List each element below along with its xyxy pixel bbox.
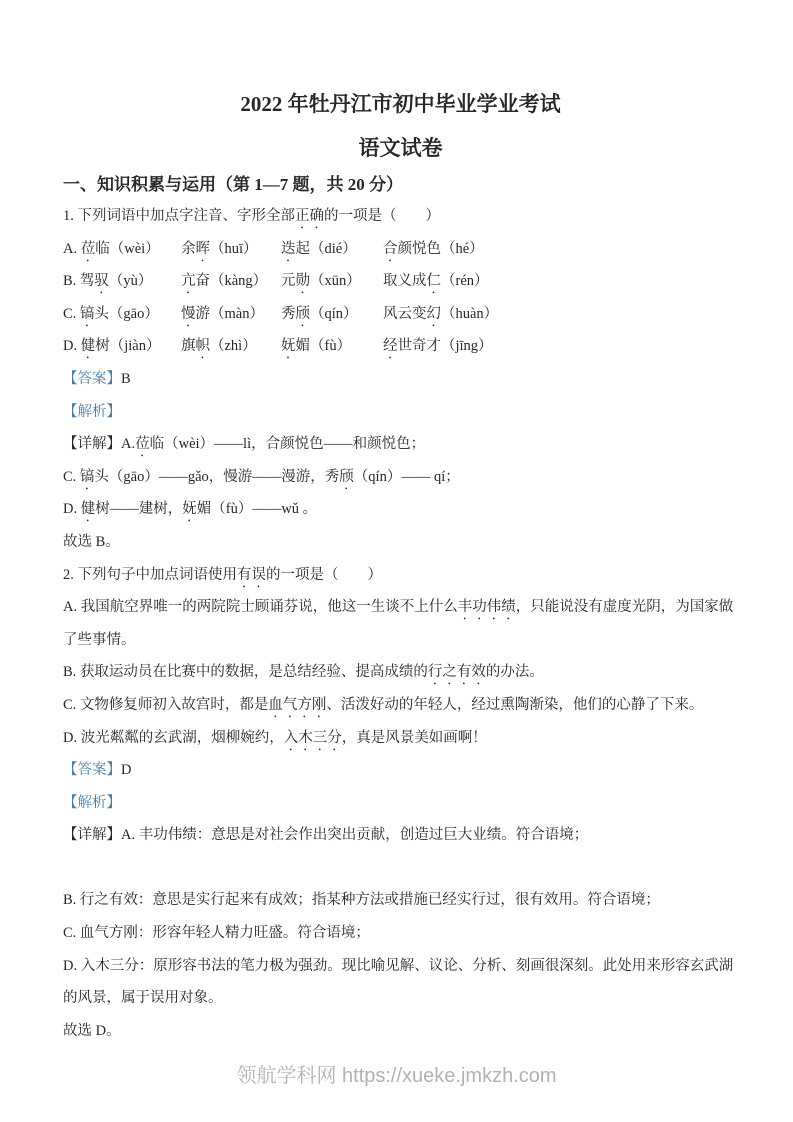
text-segment: 秀 (281, 305, 296, 322)
text-segment: 亢 (181, 273, 196, 290)
text-segment: 头（gāo） (94, 305, 159, 322)
text-segment: 妩 (182, 501, 197, 518)
text-segment: B. 获取运动员在比赛中的数据，是总结经验、提高成绩的 (63, 664, 428, 681)
text-segment: 慢 (181, 305, 196, 322)
text-segment: 颀 (295, 305, 310, 322)
text-segment: 镐 (79, 468, 95, 485)
q2-detail-c (63, 917, 738, 950)
text-segment: 镐 (79, 305, 95, 322)
text-segment: 颜悦色（hé） (397, 240, 484, 257)
option-cell (63, 233, 181, 266)
text-segment: B (121, 370, 131, 387)
q1-option-row-b (63, 265, 738, 298)
text-segment: 元 (281, 273, 296, 290)
text-segment: 游（màn） (195, 305, 264, 322)
option-cell (181, 233, 281, 266)
option-cell (281, 265, 383, 298)
option-cell (63, 298, 181, 331)
text-segment: C. 血气方刚：形容年轻人精力旺盛。符合语境； (63, 925, 370, 942)
section-heading: 一、知识积累与运用（第 1—7 题，共 20 分） (63, 175, 403, 194)
text-segment: 有误 (237, 566, 266, 583)
text-segment: 世奇才（jīng） (397, 338, 493, 355)
text-segment: 树（jiàn） (95, 338, 161, 355)
text-segment: ，真是风景美如画啊！ (341, 729, 487, 746)
text-segment: （rén） (441, 273, 489, 290)
text-segment: A. (63, 240, 81, 257)
text-segment: C. (63, 305, 80, 322)
text-segment: 幻 (426, 305, 441, 322)
text-segment: 余 (181, 240, 196, 257)
text-segment: 、活泼好动的年轻人，经过熏陶渐染，他们的心静了下来。 (326, 696, 704, 713)
text-segment: D. (63, 338, 81, 355)
text-segment: 旗 (181, 338, 196, 355)
q2-option-b (63, 656, 738, 689)
text-segment: （qín）—— qí； (353, 468, 460, 485)
text-segment: 临（wèi）——lì，合颜悦色——和颜悦色； (149, 436, 426, 453)
q1-conclusion (63, 526, 738, 559)
text-segment: 合 (383, 240, 398, 257)
q2-option-d (63, 722, 738, 755)
text-segment: 丰功伟绩 (457, 599, 516, 616)
q2-stem (63, 559, 738, 592)
text-segment: 妩 (281, 338, 296, 355)
option-cell (181, 298, 281, 331)
text-segment: D. 入木三分：原形容书法的笔力极为强劲。现比喻见解、议论、分析、刻画很深刻。此处用来形容玄武湖的风景，属于误用对象。 (63, 957, 734, 1007)
text-segment: （xūn） (310, 273, 361, 290)
q2-analysis-line (63, 787, 738, 820)
text-segment: 血气方刚 (268, 696, 327, 713)
option-cell (281, 330, 383, 363)
text-segment: 【答案】 (63, 370, 121, 387)
text-segment: 勋 (295, 273, 310, 290)
text-segment: 入木三分 (283, 729, 342, 746)
text-segment: 行之有效 (427, 664, 486, 681)
blank-line-spacer (63, 852, 738, 885)
watermark-text: 领航学科网 https://xueke.jmkzh.com (236, 1065, 557, 1087)
option-cell (383, 330, 738, 363)
option-cell (383, 298, 738, 331)
q2-answer-line (63, 754, 738, 787)
text-segment: D. 波光粼粼的玄武湖，烟柳婉约， (63, 729, 284, 746)
option-cell (63, 330, 181, 363)
text-segment: 2. 下列句子中加点词语使用 (63, 566, 237, 583)
option-cell (63, 265, 181, 298)
text-segment: 的办法。 (485, 664, 544, 681)
text-segment: 【解析】 (63, 403, 121, 420)
q1-detail-a (63, 428, 738, 461)
text-segment: 的一项是（ ） (324, 208, 440, 224)
text-segment: 头（gāo）——gǎo，慢游——漫游，秀 (94, 468, 340, 485)
q1-detail-c (63, 461, 738, 494)
text-segment: 健 (80, 501, 96, 518)
page-title: 2022 年牡丹江市初中毕业学业考试 (240, 92, 561, 116)
text-segment: B. 行之有效：意思是实行起来有成效；指某种方法或措施已经实行过，很有效用。符合语境； (63, 892, 660, 909)
text-segment: （huàn） (441, 305, 499, 322)
text-segment: 莅 (135, 436, 150, 453)
text-segment: 【答案】 (63, 762, 121, 779)
text-segment: （yù） (108, 273, 153, 290)
text-segment: C. (63, 468, 80, 485)
q2-option-c (63, 689, 738, 722)
option-cell (383, 233, 738, 266)
text-segment: B. 驾 (63, 273, 95, 290)
text-segment: 起（dié） (295, 240, 357, 257)
text-segment: 驭 (94, 273, 109, 290)
text-segment: 媚（fù）——wǔ 。 (196, 501, 318, 518)
text-segment: （zhì） (210, 338, 257, 355)
text-segment: （qín） (310, 305, 358, 322)
q2-conclusion (63, 1015, 738, 1048)
q2-detail-a (63, 819, 738, 852)
q1-option-row-d (63, 330, 738, 363)
text-segment: 经 (383, 338, 398, 355)
text-segment: 取义成 (383, 273, 427, 290)
text-segment: （huī） (210, 240, 258, 257)
q1-answer-line (63, 363, 738, 396)
text-segment: 的一项是（ ） (266, 566, 382, 583)
document-body (63, 200, 738, 1047)
option-cell (281, 233, 383, 266)
text-segment: 树——建树， (95, 501, 183, 518)
option-cell (181, 265, 281, 298)
q2-option-a (63, 591, 738, 656)
q1-analysis-line (63, 396, 738, 429)
text-segment: 1. 下列词语中加点字注音、字形全部 (63, 208, 295, 224)
text-segment: C. 文物修复师初入故宫时，都是 (63, 696, 269, 713)
text-segment: 【详解】A. (63, 436, 136, 453)
text-segment: 晖 (195, 240, 210, 257)
text-segment: 【详解】A. 丰功伟绩：意思是对社会作出突出贡献，创造过巨大业绩。符合语境； (63, 827, 589, 844)
text-segment: 迭 (281, 240, 296, 257)
q1-stem (63, 200, 738, 233)
text-segment: 奋（kàng） (195, 273, 268, 290)
text-segment: 【解析】 (63, 794, 121, 811)
option-cell (181, 330, 281, 363)
text-segment: 帜 (195, 338, 210, 355)
text-segment: A. 我国航空界唯一的两院院士顾诵芬说，他这一生谈不上什么 (63, 599, 458, 616)
text-segment: 仁 (426, 273, 441, 290)
q1-option-row-c (63, 298, 738, 331)
text-segment: D (121, 762, 132, 779)
option-cell (383, 265, 738, 298)
text-segment: 正确 (295, 208, 324, 224)
text-segment: 颀 (339, 468, 354, 485)
text-segment: 健 (80, 338, 96, 355)
text-segment: D. (63, 501, 81, 518)
q2-detail-d (63, 950, 738, 1015)
q2-detail-b (63, 884, 738, 917)
text-segment: ，只能说没有虚度光阴，为国家做了些事情。 (63, 599, 734, 648)
text-segment: 莅 (80, 240, 96, 257)
option-cell (281, 298, 383, 331)
text-segment: 故选 B。 (63, 533, 120, 550)
text-segment: 临（wèi） (95, 240, 160, 257)
q1-detail-d (63, 493, 738, 526)
text-segment: 故选 D。 (63, 1022, 121, 1039)
text-segment: 风云变 (383, 305, 427, 322)
q1-option-row-a (63, 233, 738, 266)
page-subtitle: 语文试卷 (358, 136, 443, 160)
text-segment: 媚（fù） (295, 338, 352, 355)
